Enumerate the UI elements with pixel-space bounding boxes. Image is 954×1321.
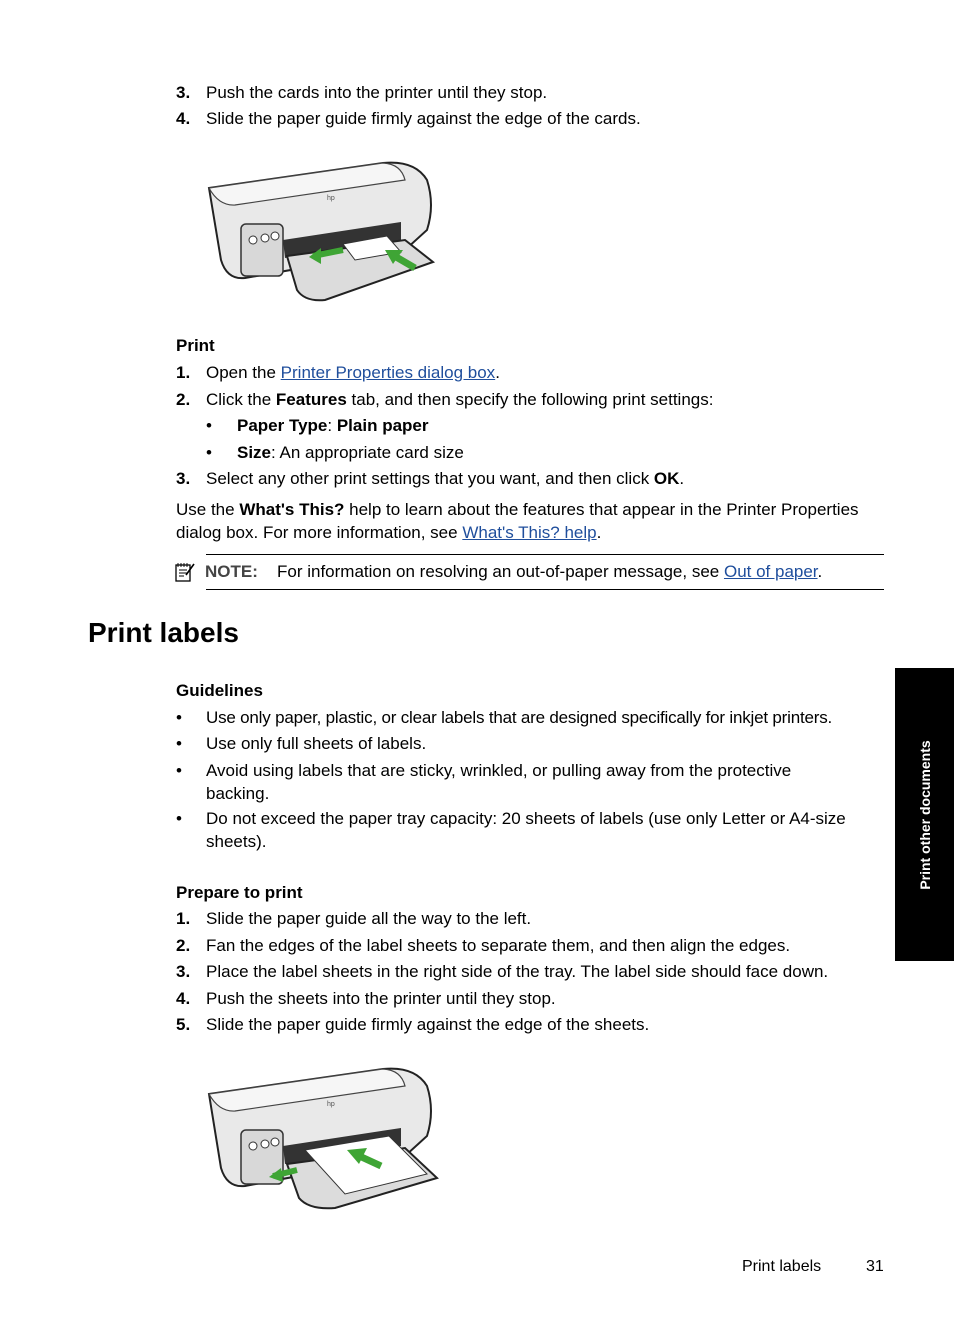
bullet-icon: • bbox=[176, 761, 182, 780]
printer-cards-illustration bbox=[205, 160, 437, 305]
setting-size: Size: An appropriate card size bbox=[237, 443, 464, 462]
step-number: 3. bbox=[176, 469, 191, 488]
step-number: 4. bbox=[176, 109, 191, 128]
note-label: NOTE: bbox=[205, 562, 258, 581]
step-text: Select any other print settings that you want, and then click OK. bbox=[206, 469, 685, 488]
step-text: Slide the paper guide all the way to the left. bbox=[206, 909, 532, 928]
printer-labels-illustration bbox=[205, 1066, 441, 1212]
setting-paper-type: Paper Type: Plain paper bbox=[237, 416, 429, 435]
printer-properties-link[interactable]: Printer Properties dialog box bbox=[280, 363, 496, 382]
bullet-icon: • bbox=[176, 809, 182, 828]
step-number: 3. bbox=[176, 83, 191, 102]
whats-this-paragraph: Use the What's This? help to learn about the features that appear in the Printer Properties dialog box. For more information, see What's This? help. bbox=[176, 500, 859, 542]
page-number: 31 bbox=[866, 1258, 884, 1275]
guideline-item: Avoid using labels that are sticky, wrinkled, or pulling away from the protective backing. bbox=[206, 761, 792, 803]
out-of-paper-link[interactable]: Out of paper bbox=[723, 562, 818, 581]
step-number: 1. bbox=[176, 909, 191, 928]
step-number: 4. bbox=[176, 989, 191, 1008]
print-heading: Print bbox=[176, 336, 215, 355]
note-divider-bottom bbox=[206, 589, 884, 590]
whats-this-help-link[interactable]: What's This? help bbox=[462, 523, 597, 542]
note-divider-top bbox=[206, 554, 884, 555]
svg-text:hp: hp bbox=[327, 1101, 335, 1108]
step-text: Open the Printer Properties dialog box. bbox=[206, 363, 500, 382]
note-icon bbox=[174, 561, 196, 583]
step-text: Push the sheets into the printer until they stop. bbox=[206, 989, 556, 1008]
side-tab: Print other documents bbox=[895, 668, 954, 961]
step-text: Slide the paper guide firmly against the edge of the sheets. bbox=[206, 1015, 650, 1034]
step-text: Slide the paper guide firmly against the edge of the cards. bbox=[206, 109, 641, 128]
step-text: Push the cards into the printer until they stop. bbox=[206, 83, 548, 102]
svg-text:hp: hp bbox=[327, 195, 335, 202]
guideline-item: Use only full sheets of labels. bbox=[206, 734, 427, 753]
guidelines-heading: Guidelines bbox=[176, 681, 263, 700]
guideline-item: Use only paper, plastic, or clear labels that are designed specifically for inkjet printers. bbox=[206, 708, 833, 727]
step-number: 2. bbox=[176, 936, 191, 955]
footer-section: Print labels bbox=[742, 1258, 822, 1275]
step-number: 1. bbox=[176, 363, 191, 382]
section-title: Print labels bbox=[88, 617, 239, 648]
step-text: Click the Features tab, and then specify the following print settings: bbox=[206, 390, 714, 409]
note-text: For information on resolving an out-of-paper message, see Out of paper. bbox=[277, 562, 823, 581]
step-text: Place the label sheets in the right side of the tray. The label side should face down. bbox=[206, 962, 829, 981]
step-text: Fan the edges of the label sheets to separate them, and then align the edges. bbox=[206, 936, 791, 955]
step-number: 2. bbox=[176, 390, 191, 409]
guideline-item: Do not exceed the paper tray capacity: 20 sheets of labels (use only Letter or A4-size sheets). bbox=[206, 809, 846, 851]
step-number: 5. bbox=[176, 1015, 191, 1034]
bullet-icon: • bbox=[176, 708, 182, 727]
bullet-icon: • bbox=[206, 416, 212, 435]
bullet-icon: • bbox=[206, 443, 212, 462]
prepare-heading: Prepare to print bbox=[176, 883, 303, 902]
bullet-icon: • bbox=[176, 734, 182, 753]
step-number: 3. bbox=[176, 962, 191, 981]
